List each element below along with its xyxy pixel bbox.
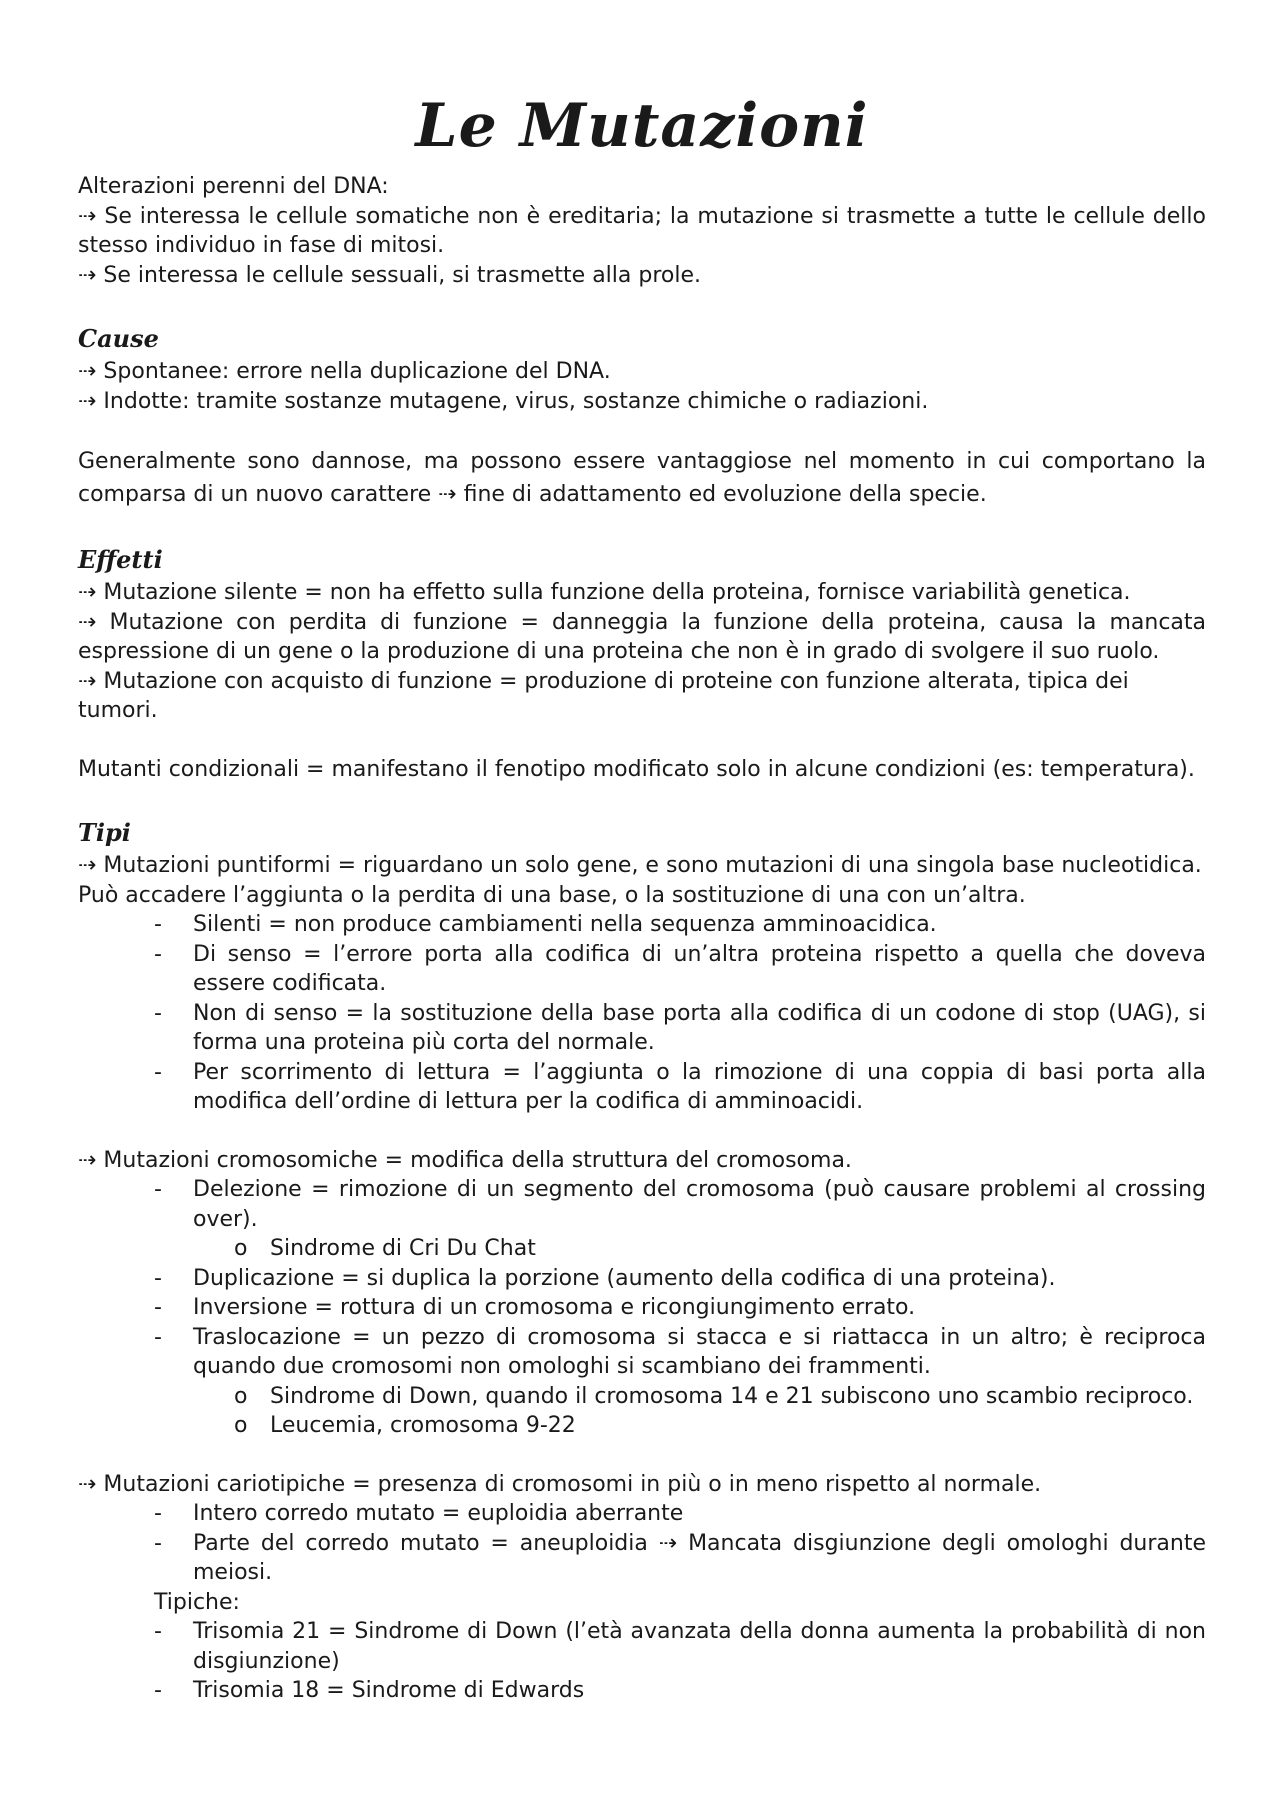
cariotipiche-intro: ⇢ Mutazioni cariotipiche = presenza di cromosomi in più o in meno rispetto al normale. bbox=[78, 1471, 1042, 1497]
effetti-item: ⇢ Mutazione con perdita di funzione = danneggia la funzione della proteina, causa la mancata espressione di un gene o la produzione di una proteina che non è in grado di svolgere il suo ruolo. bbox=[78, 609, 1206, 664]
section-heading-effetti: Effetti bbox=[78, 545, 163, 574]
list-item: - Delezione = rimozione di un segmento del cromosoma (può causare problemi al crossing over). bbox=[78, 1175, 1206, 1234]
effetti-paragraph: Mutanti condizionali = manifestano il fenotipo modificato solo in alcune condizioni (es: temperatura). bbox=[78, 756, 1195, 782]
cariotipiche-list bbox=[78, 1499, 1206, 1588]
tipiche-label: Tipiche: bbox=[154, 1589, 240, 1615]
page-title: Le Mutazioni bbox=[415, 91, 869, 161]
sub-list-item: o Sindrome di Down, quando il cromosoma 14 e 21 subiscono uno scambio reciproco. bbox=[78, 1382, 1206, 1412]
cause-item: ⇢ Indotte: tramite sostanze mutagene, virus, sostanze chimiche o radiazioni. bbox=[78, 388, 929, 414]
list-item: - Duplicazione = si duplica la porzione (aumento della codifica di una proteina). bbox=[78, 1264, 1206, 1294]
delezione-sublist bbox=[78, 1234, 1206, 1264]
effetti-item: ⇢ Mutazione con acquisto di funzione = produzione di proteine con funzione alterata, tipica dei tumori. bbox=[78, 668, 1129, 723]
intro-lead: Alterazioni perenni del DNA: bbox=[78, 174, 389, 199]
document-page bbox=[78, 80, 1206, 1706]
list-item: - Per scorrimento di lettura = l’aggiunta o la rimozione di una coppia di basi porta alla modifica dell’ordine di lettura per la codifica di amminoacidi. bbox=[78, 1058, 1206, 1117]
list-item: - Di senso = l’errore porta alla codifica di un’altra proteina rispetto a quella che doveva essere codificata. bbox=[78, 940, 1206, 999]
cause-item: ⇢ Spontanee: errore nella duplicazione del DNA. bbox=[78, 359, 611, 384]
section-heading-cause: Cause bbox=[78, 324, 159, 353]
list-item: - Inversione = rottura di un cromosoma e ricongiungimento errato. bbox=[78, 1293, 1206, 1323]
list-item: - Trisomia 21 = Sindrome di Down (l’età avanzata della donna aumenta la probabilità di non disgiunzione) bbox=[78, 1617, 1206, 1676]
sub-list-item: o Sindrome di Cri Du Chat bbox=[78, 1234, 1206, 1264]
section-heading-tipi: Tipi bbox=[78, 818, 131, 847]
list-item: - Intero corredo mutato = euploidia aberrante bbox=[78, 1499, 1206, 1529]
puntiformi-list bbox=[78, 910, 1206, 1117]
tipiche-list bbox=[78, 1617, 1206, 1706]
cause-paragraph: Generalmente sono dannose, ma possono essere vantaggiose nel momento in cui comportano la comparsa di un nuovo carattere ⇢ fine di adattamento ed evoluzione della specie. bbox=[78, 449, 1206, 507]
puntiformi-intro: ⇢ Mutazioni puntiformi = riguardano un solo gene, e sono mutazioni di una singola base nucleotidica. Può accadere l’aggiunta o la perdita di una base, o la sostituzione di una con un’altra. bbox=[78, 853, 1202, 908]
cromosomiche-list bbox=[78, 1175, 1206, 1234]
list-item: - Traslocazione = un pezzo di cromosoma si stacca e si riattacca in un altro; è reciproca quando due cromosomi non omologhi si scambiano dei frammenti. bbox=[78, 1323, 1206, 1382]
intro-paragraph: ⇢ Se interessa le cellule sessuali, si trasmette alla prole. bbox=[78, 262, 702, 288]
effetti-item: ⇢ Mutazione silente = non ha effetto sulla funzione della proteina, fornisce variabilità genetica. bbox=[78, 580, 1131, 605]
list-item: - Silenti = non produce cambiamenti nella sequenza amminoacidica. bbox=[78, 910, 1206, 940]
list-item: - Trisomia 18 = Sindrome di Edwards bbox=[78, 1676, 1206, 1706]
sub-list-item: o Leucemia, cromosoma 9-22 bbox=[78, 1411, 1206, 1441]
list-item: - Non di senso = la sostituzione della base porta alla codifica di un codone di stop (UAG), si forma una proteina più corta del normale. bbox=[78, 999, 1206, 1058]
list-item: - Parte del corredo mutato = aneuploidia ⇢ Mancata disgiunzione degli omologhi durante meiosi. bbox=[78, 1529, 1206, 1588]
traslocazione-sublist bbox=[78, 1382, 1206, 1441]
intro-paragraph: ⇢ Se interessa le cellule somatiche non è ereditaria; la mutazione si trasmette a tutte le cellule dello stesso individuo in fase di mitosi. bbox=[78, 203, 1206, 258]
cromosomiche-intro: ⇢ Mutazioni cromosomiche = modifica della struttura del cromosoma. bbox=[78, 1147, 852, 1173]
